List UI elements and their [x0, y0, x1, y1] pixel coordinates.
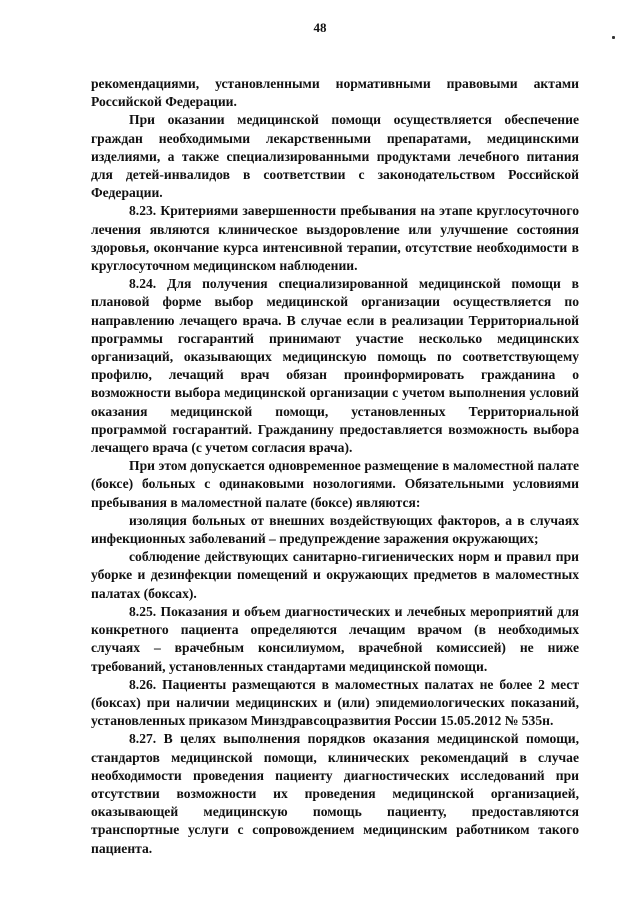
paragraph-sanitary-condition: соблюдение действующих санитарно-гигиенических норм и правил при уборке и дезинфекции помещений и окружающих предметов в маломестных палатах (боксах).: [91, 549, 579, 601]
paragraph-continuation: рекомендациями, установленными нормативными правовыми актами Российской Федерации.: [91, 76, 579, 110]
paragraph-8-24: 8.24. Для получения специализированной медицинской помощи в плановой форме выбор медицинской организации осуществляется по направлению лечащего врача. В случае если в реализации Территориальной программы госгарантий принимают участие несколько медицинских организаций, оказывающих медицинскую помощь по соответствующему профилю, лечащий врач обязан проинформировать гражданина о возможности выбора медицинской организации с учетом выполнения условий оказания медицинской помощи, установленных Территориальной программой госгарантий. Гражданину предоставляется возможность выбора лечащего врача (с учетом согласия врача).: [91, 276, 579, 456]
paragraph-8-27: 8.27. В целях выполнения порядков оказания медицинской помощи, стандартов медицинской помощи, клинических рекомендаций в случае необходимости проведения пациенту диагностических исследований при отсутствии возможности их проведения медицинской организацией, оказывающей медицинскую помощь пациенту, предоставляются транспортные услуги с сопровождением медицинским работником такого пациента.: [91, 731, 579, 856]
paragraph-isolation-condition: изоляция больных от внешних воздействующих факторов, а в случаях инфекционных заболеваний – предупреждение заражения окружающих;: [91, 512, 579, 547]
document-body: [91, 75, 579, 858]
paragraph-8-23: 8.23. Критериями завершенности пребывания на этапе круглосуточного лечения являются клиническое выздоровление или улучшение состояния здоровья, окончание курса интенсивной терапии, отсутствие необходимости в круглосуточном медицинском наблюдении.: [91, 203, 579, 274]
scan-speck: [612, 36, 615, 39]
paragraph-drug-provision: При оказании медицинской помощи осуществляется обеспечение граждан необходимыми лекарственными препаратами, медицинскими изделиями, а также специализированными продуктами лечебного питания для детей-инвалидов в соответствии с законодательством Российской Федерации.: [91, 112, 579, 201]
paragraph-8-26: 8.26. Пациенты размещаются в маломестных палатах не более 2 мест (боксах) при наличии медицинских и (или) эпидемиологических показаний, установленных приказом Минздравсоцразвития России 15.05.2012 № 535н.: [91, 676, 579, 729]
paragraph-8-25: 8.25. Показания и объем диагностических и лечебных мероприятий для конкретного пациента определяются лечащим врачом (в необходимых случаях – врачебным консилиумом, врачебной комиссией) не ниже требований, установленных стандартами медицинской помощи.: [91, 603, 579, 674]
paragraph-ward-placement: При этом допускается одновременное размещение в маломестной палате (боксе) больных с одинаковыми нозологиями. Обязательными условиями пребывания в маломестной палате (боксе) являются:: [91, 458, 579, 510]
page-number: 48: [313, 20, 327, 35]
